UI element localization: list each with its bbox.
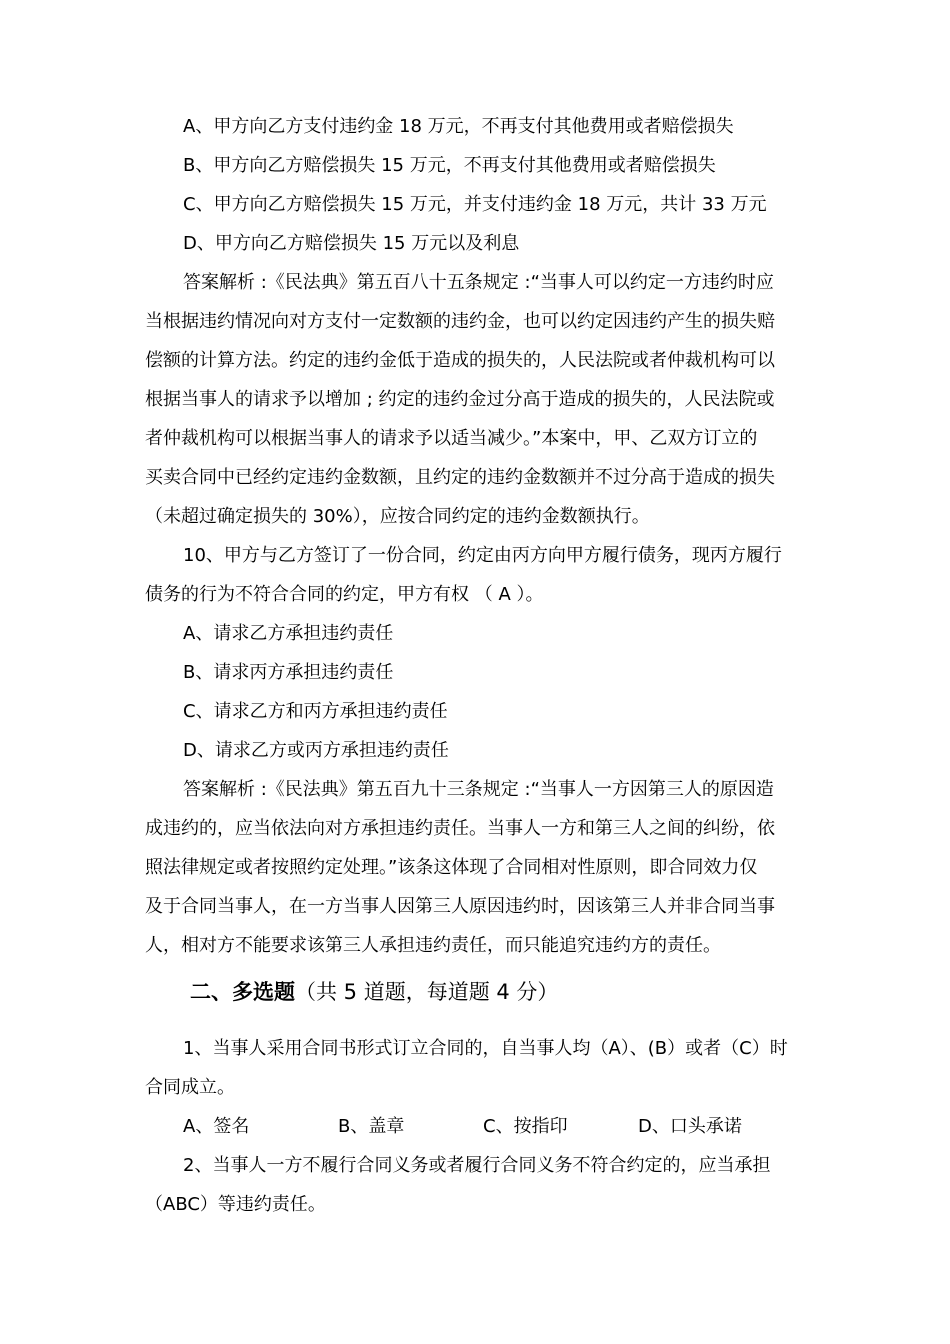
mq1-options-row xyxy=(0,1115,950,1139)
section-heading xyxy=(190,980,558,1004)
q9-analysis-line: 者仲裁机构可以根据当事人的请求予以适当减少。”本案中，甲、乙双方订立的 xyxy=(145,428,758,449)
q10-option-d: D、请求乙方或丙方承担违约责任 xyxy=(183,740,449,761)
q9-option-b: B、甲方向乙方赔偿损失 15 万元，不再支付其他费用或者赔偿损失 xyxy=(183,155,716,176)
q10-analysis-line: 及于合同当事人，在一方当事人因第三人原因违约时，因该第三人并非合同当事 xyxy=(145,896,775,917)
q9-option-c: C、甲方向乙方赔偿损失 15 万元，并支付违约金 18 万元，共计 33 万元 xyxy=(183,194,767,215)
q10-stem-line: 债务的行为不符合合同的约定，甲方有权 （ A ）。 xyxy=(145,584,544,605)
q9-analysis-line: （未超过确定损失的 30%），应按合同约定的违约金数额执行。 xyxy=(145,506,650,527)
q10-analysis-line: 答案解析 :《民法典》第五百九十三条规定 :“当事人一方因第三人的原因造 xyxy=(183,779,774,800)
mq1-stem-line: 合同成立。 xyxy=(145,1077,235,1098)
mq1-option-c: C、按指印 xyxy=(483,1116,568,1137)
q9-option-a: A、甲方向乙方支付违约金 18 万元，不再支付其他费用或者赔偿损失 xyxy=(183,116,734,137)
q9-analysis-line: 偿额的计算方法。约定的违约金低于造成的损失的，人民法院或者仲裁机构可以 xyxy=(145,350,775,371)
q9-analysis-line: 答案解析 :《民法典》第五百八十五条规定 :“当事人可以约定一方违约时应 xyxy=(183,272,774,293)
q10-option-c: C、请求乙方和丙方承担违约责任 xyxy=(183,701,448,722)
q10-analysis-line: 人，相对方不能要求该第三人承担违约责任，而只能追究违约方的责任。 xyxy=(145,935,721,956)
q9-analysis-line: 买卖合同中已经约定违约金数额，且约定的违约金数额并不过分高于造成的损失 xyxy=(145,467,775,488)
q9-option-d: D、甲方向乙方赔偿损失 15 万元以及利息 xyxy=(183,233,520,254)
q10-analysis-line: 成违约的，应当依法向对方承担违约责任。当事人一方和第三人之间的纠纷，依 xyxy=(145,818,775,839)
q10-option-b: B、请求丙方承担违约责任 xyxy=(183,662,394,683)
q10-analysis-line: 照法律规定或者按照约定处理。”该条这体现了合同相对性原则，即合同效力仅 xyxy=(145,857,758,878)
mq1-option-a: A、签名 xyxy=(183,1116,250,1137)
q9-analysis-line: 根据当事人的请求予以增加 ; 约定的违约金过分高于造成的损失的，人民法院或 xyxy=(145,389,775,410)
mq2-stem-line: 2、当事人一方不履行合同义务或者履行合同义务不符合约定的，应当承担 xyxy=(183,1155,771,1176)
mq1-option-b: B、盖章 xyxy=(338,1116,405,1137)
section-heading-note: （共 5 道题，每道题 4 分） xyxy=(295,980,559,1004)
mq2-stem-line: （ABC）等违约责任。 xyxy=(145,1194,326,1215)
section-heading-title: 二、多选题 xyxy=(190,980,295,1004)
q10-option-a: A、请求乙方承担违约责任 xyxy=(183,623,394,644)
mq1-option-d: D、口头承诺 xyxy=(638,1116,742,1137)
mq1-stem-line: 1、当事人采用合同书形式订立合同的，自当事人均（A）、(B）或者（C）时 xyxy=(183,1038,788,1059)
q10-stem-line: 10、甲方与乙方签订了一份合同，约定由丙方向甲方履行债务，现丙方履行 xyxy=(183,545,782,566)
q9-analysis-line: 当根据违约情况向对方支付一定数额的违约金，也可以约定因违约产生的损失赔 xyxy=(145,311,775,332)
